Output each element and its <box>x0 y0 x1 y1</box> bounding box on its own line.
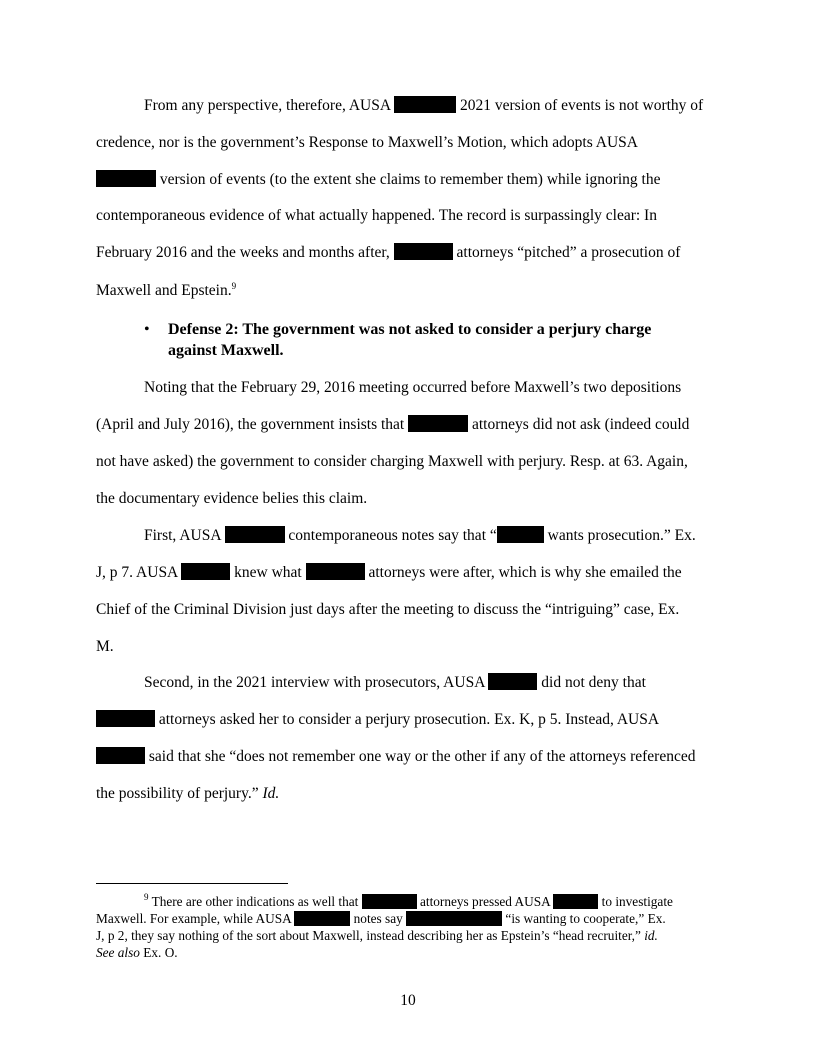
page-number: 10 <box>400 992 416 1009</box>
p4-line3: said that she “does not remember one way or the other if any of the attorneys referenced <box>96 747 695 767</box>
footnote-line3: J, p 2, they say nothing of the sort about Maxwell, instead describing her as Epstein’s “head recruiter,” id. <box>96 928 658 943</box>
footnote-line1: $^9$ There are other indications as well that attorneys pressed AUSA to investigate <box>144 892 673 909</box>
p4-line1: Second, in the 2021 interview with prosecutors, AUSA did not deny that <box>144 674 646 691</box>
p4-line4: the possibility of perjury.” Id. <box>96 785 280 802</box>
redaction <box>362 894 417 909</box>
footnote-divider <box>96 883 288 884</box>
p1-line2: credence, nor is the government’s Response to Maxwell’s Motion, which adopts AUSA <box>96 134 638 151</box>
redaction <box>181 563 230 580</box>
redaction <box>96 747 145 764</box>
redaction <box>294 911 350 926</box>
p1-line4: contemporaneous evidence of what actually happened. The record is surpassingly clear: In <box>96 207 657 224</box>
redaction <box>394 243 453 260</box>
p3-line3: Chief of the Criminal Division just days after the meeting to discuss the “intriguing” case, Ex. <box>96 601 680 618</box>
p3-line2: J, p 7. AUSA knew what attorneys were after, which is why she emailed the <box>96 564 682 581</box>
redaction <box>408 415 468 432</box>
redaction <box>96 170 156 187</box>
p1-line1: From any perspective, therefore, AUSA 2021 version of events is not worthy of <box>144 97 704 114</box>
redaction <box>394 96 456 113</box>
p2-line3: not have asked) the government to consider charging Maxwell with perjury. Resp. at 63. Again, <box>96 453 688 470</box>
p2-line2: (April and July 2016), the government insists that attorneys did not ask (indeed could <box>96 416 690 433</box>
p3-line4: M. <box>96 638 114 655</box>
bullet-icon: • <box>144 321 150 338</box>
section-heading-line1: Defense 2: The government was not asked to consider a perjury charge <box>168 321 652 338</box>
redaction <box>497 526 544 543</box>
redaction <box>488 673 537 690</box>
section-heading-line2: against Maxwell. <box>168 342 284 359</box>
footnote-line4: See also Ex. O. <box>96 945 178 960</box>
p2-line4: the documentary evidence belies this claim. <box>96 490 368 507</box>
p3-line1: First, AUSA contemporaneous notes say that “ wants prosecution.” Ex. <box>144 527 696 544</box>
p1-line5: February 2016 and the weeks and months after, attorneys “pitched” a prosecution of <box>96 244 681 261</box>
redaction <box>306 563 365 580</box>
redaction <box>96 710 155 727</box>
footnote-ref: 9 <box>231 281 237 291</box>
p4-line2: attorneys asked her to consider a perjury prosecution. Ex. K, p 5. Instead, AUSA <box>96 710 659 730</box>
redaction <box>406 911 502 926</box>
p1-line3: version of events (to the extent she claims to remember them) while ignoring the <box>96 170 660 190</box>
p1-line6: Maxwell and Epstein.$^9$ <box>96 281 237 299</box>
redaction <box>553 894 598 909</box>
footnote-line2: Maxwell. For example, while AUSA notes say “is wanting to cooperate,” Ex. <box>96 911 666 926</box>
p2-line1: Noting that the February 29, 2016 meeting occurred before Maxwell’s two depositions <box>144 379 682 396</box>
redaction <box>225 526 285 543</box>
